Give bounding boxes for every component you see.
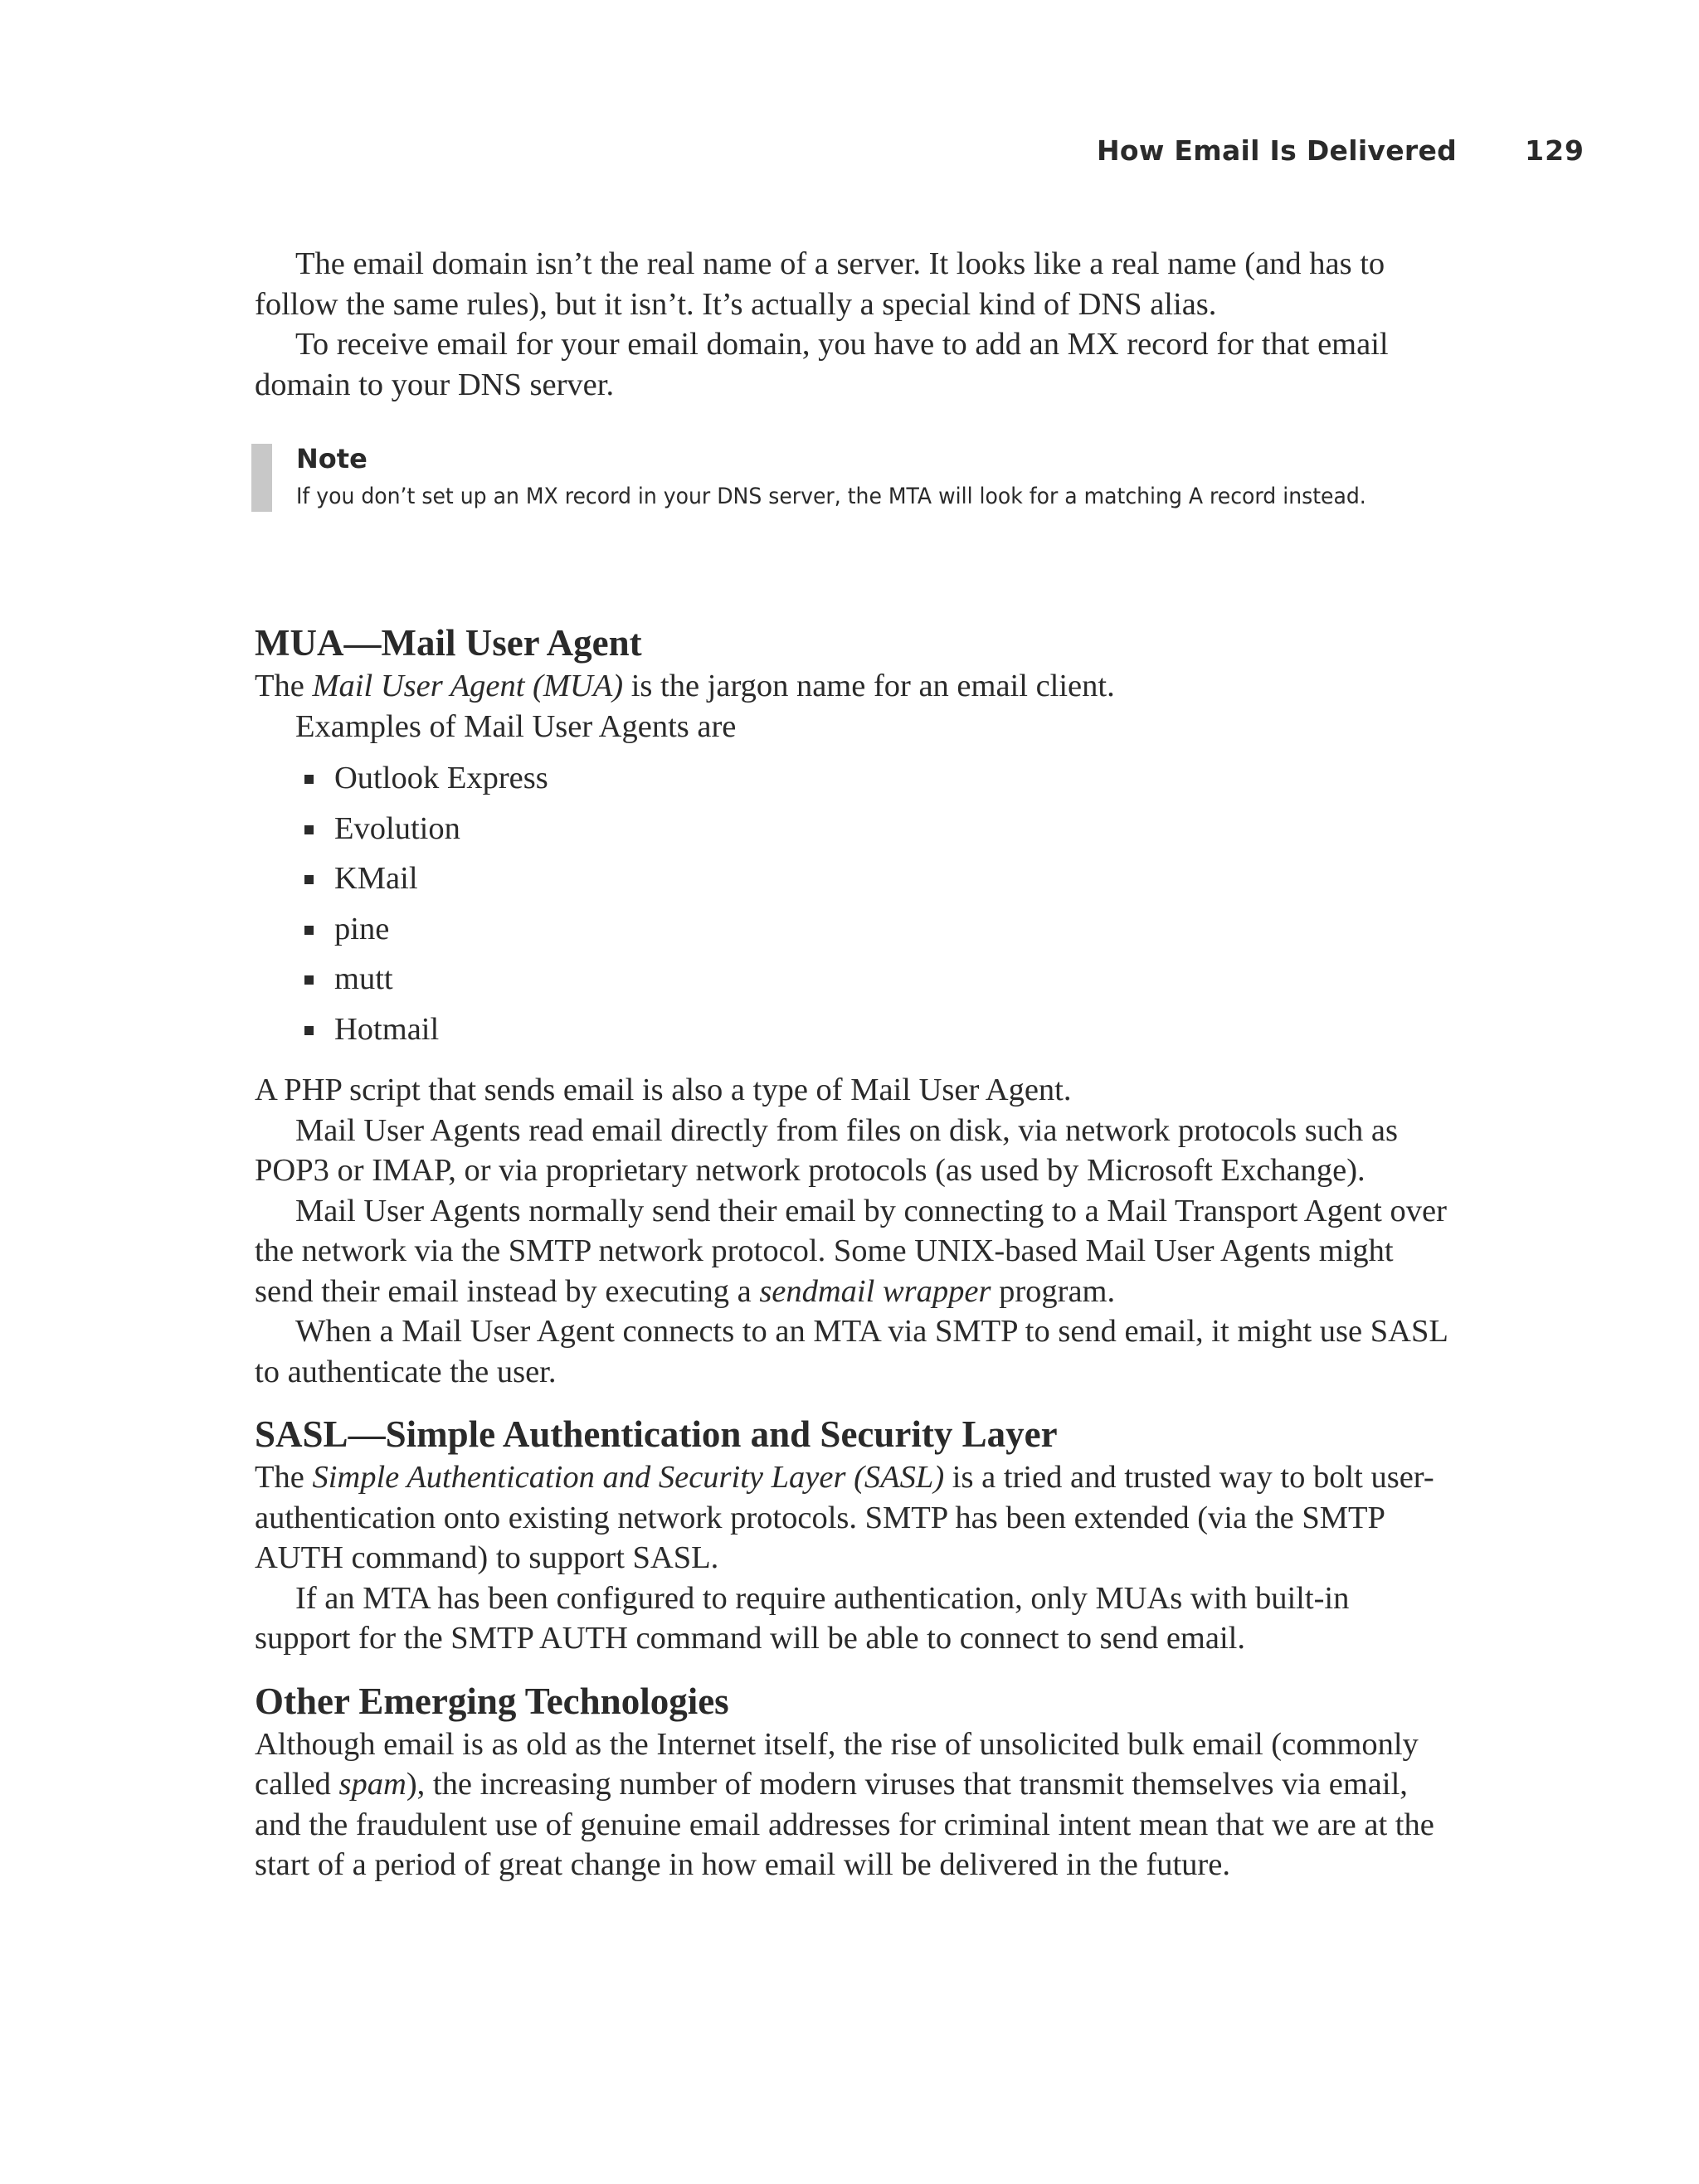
list-item bbox=[255, 854, 1449, 904]
heading-sasl: SASL—Simple Authentication and Security Layer bbox=[255, 1413, 1058, 1455]
running-head-title: How Email Is Delivered bbox=[1096, 134, 1458, 167]
mua-p1-post: is the jargon name for an email client. bbox=[623, 669, 1115, 703]
mua-paragraph-6: When a Mail User Agent connects to an MTA via SMTP to send email, it might use SASL to authenticate the user. bbox=[255, 1314, 1448, 1389]
mua-p5-pre: Mail User Agents normally send their email by connecting to a Mail Transport Agent over the network via the SMTP network protocol. Some UNIX-based Mail User Agents might send their email instead by executing a bbox=[255, 1193, 1447, 1309]
mua-paragraph-4: Mail User Agents read email directly from files on disk, via network protocols such as POP3 or IMAP, or via proprietary network protocols (as used by Microsoft Exchange). bbox=[255, 1112, 1399, 1188]
sasl-paragraph-1 bbox=[255, 1457, 1449, 1578]
other-paragraph-1 bbox=[255, 1724, 1449, 1885]
note-label: Note bbox=[296, 443, 368, 474]
bullet-icon bbox=[304, 1026, 314, 1035]
mua-paragraph-3: A PHP script that sends email is also a type of Mail User Agent. bbox=[255, 1073, 1072, 1107]
mua-paragraph-2: Examples of Mail User Agents are bbox=[295, 708, 737, 744]
note-box bbox=[255, 442, 1449, 525]
sasl-p1-post: is a tried and trusted way to bolt user-authentication onto existing network protocols. SMTP has been extended (via the SMTP AUTH command) to support SASL. bbox=[255, 1460, 1434, 1575]
list-item bbox=[255, 1004, 1449, 1055]
bullet-icon bbox=[304, 775, 314, 784]
bullet-icon bbox=[304, 975, 314, 985]
heading-other-technologies: Other Emerging Technologies bbox=[255, 1680, 729, 1722]
list-item-text: Hotmail bbox=[334, 1011, 440, 1047]
mua-paragraph-5 bbox=[255, 1191, 1449, 1312]
list-item-text: KMail bbox=[334, 861, 418, 896]
intro-paragraph-1: The email domain isn’t the real name of a server. It looks like a real name (and has to follow the same rules), but it isn’t. It’s actually a special kind of DNS alias. bbox=[255, 246, 1385, 322]
page-number: 129 bbox=[1525, 134, 1585, 167]
note-bar bbox=[251, 444, 272, 512]
sasl-p1-term: Simple Authentication and Security Layer (SASL) bbox=[312, 1460, 945, 1495]
other-p1-post: ), the increasing number of modern viruses that transmit themselves via email, and the fraudulent use of genuine email addresses for criminal intent mean that we are at the start of a period of great change in how email will be delivered in the future. bbox=[255, 1767, 1434, 1882]
list-item bbox=[255, 804, 1449, 854]
intro-paragraph-2: To receive email for your email domain, you have to add an MX record for that email domain to your DNS server. bbox=[255, 327, 1389, 402]
mua-paragraph-1 bbox=[255, 666, 1449, 707]
list-item-text: pine bbox=[334, 911, 390, 946]
list-item-text: mutt bbox=[334, 961, 393, 996]
list-item-text: Outlook Express bbox=[334, 761, 548, 795]
list-item-text: Evolution bbox=[334, 810, 460, 846]
bullet-icon bbox=[304, 825, 314, 834]
sasl-paragraph-2: If an MTA has been configured to require authentication, only MUAs with built-in support for the SMTP AUTH command will be able to connect to send email. bbox=[255, 1580, 1350, 1656]
list-item bbox=[255, 753, 1449, 804]
bullet-icon bbox=[304, 926, 314, 935]
note-text: If you don’t set up an MX record in your DNS server, the MTA will look for a matching A record instead. bbox=[296, 484, 1366, 509]
list-item bbox=[255, 954, 1449, 1004]
mua-p5-term: sendmail wrapper bbox=[759, 1273, 991, 1309]
mua-p1-pre: The bbox=[255, 669, 313, 703]
mua-examples-list bbox=[255, 753, 1449, 1054]
page-body bbox=[255, 244, 1449, 1885]
list-item bbox=[255, 904, 1449, 955]
heading-mua: MUA—Mail User Agent bbox=[255, 622, 642, 664]
running-head bbox=[1097, 134, 1585, 167]
sasl-p1-pre: The bbox=[255, 1460, 313, 1495]
other-p1-pre: Although email is as old as the Internet itself, the rise of unsolicited bulk email (commonly called bbox=[255, 1726, 1419, 1802]
other-p1-term: spam bbox=[338, 1767, 406, 1802]
mua-p1-term: Mail User Agent (MUA) bbox=[312, 669, 624, 703]
mua-p5-post: program. bbox=[991, 1273, 1116, 1309]
bullet-icon bbox=[304, 875, 314, 884]
